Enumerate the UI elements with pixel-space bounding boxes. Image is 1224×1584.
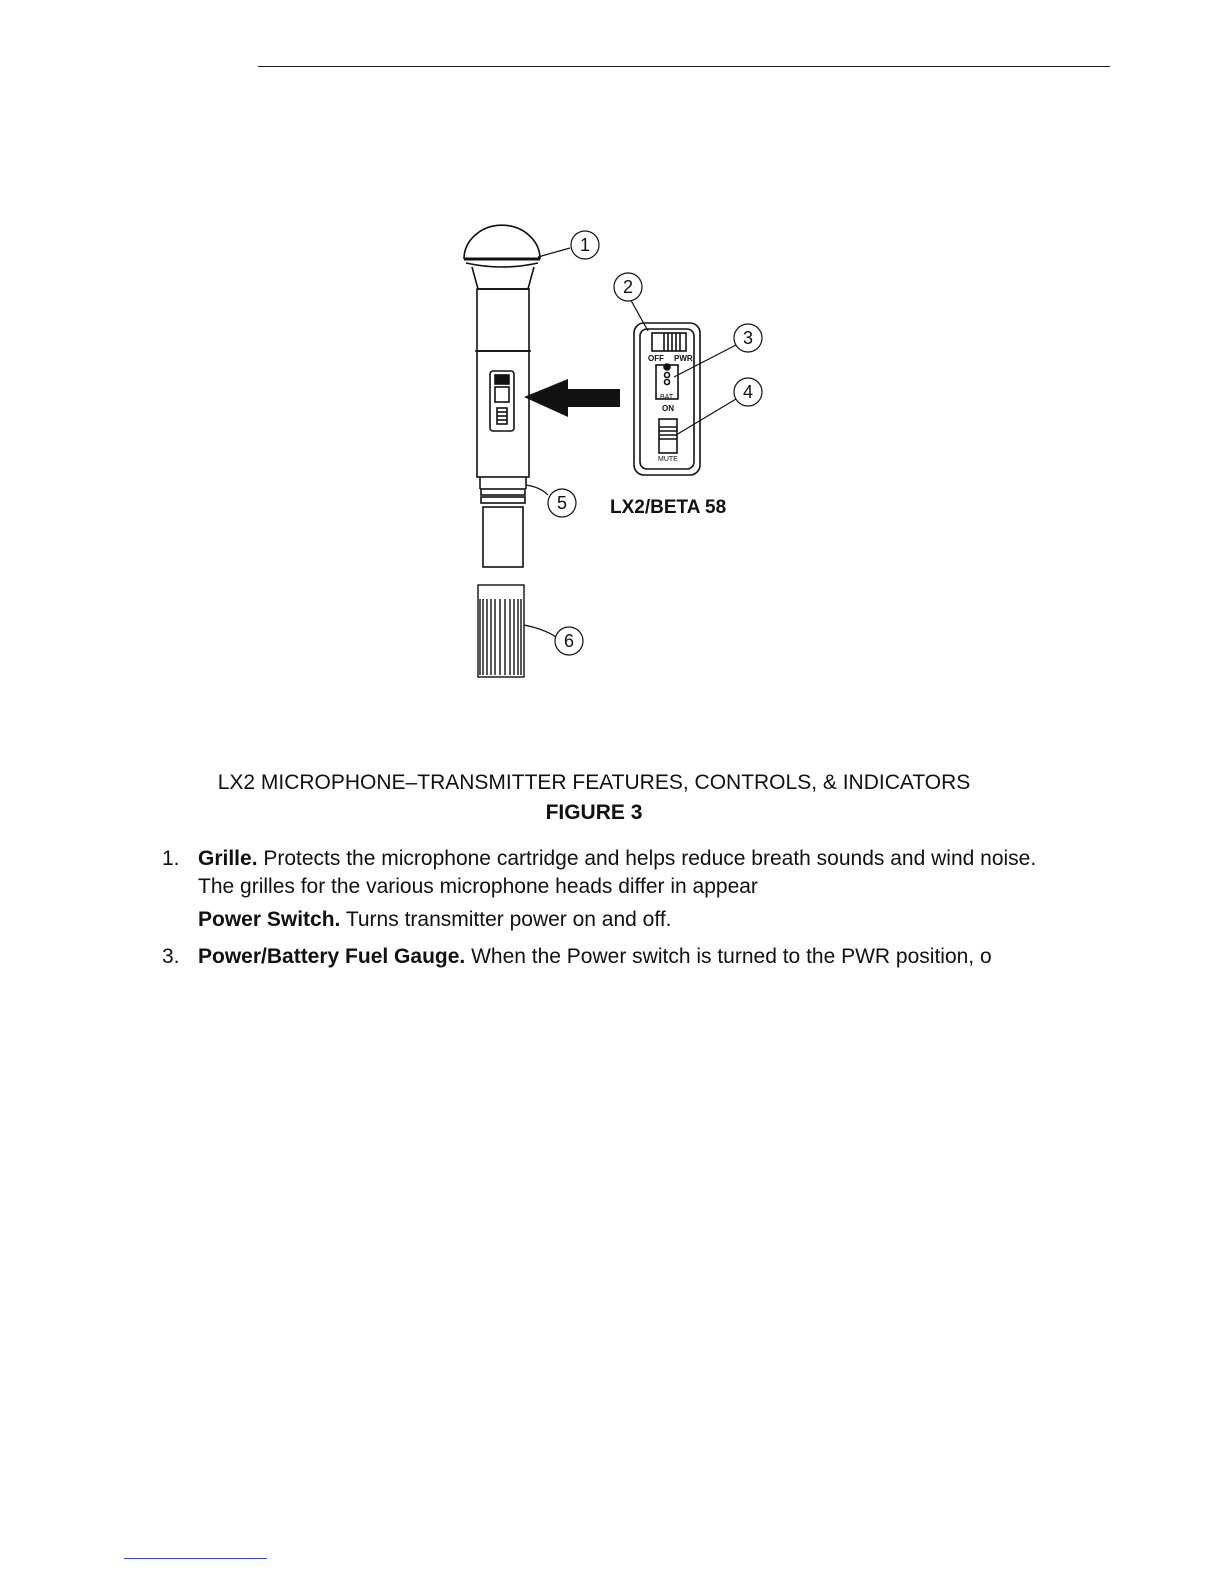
panel-label-on: ON <box>662 404 674 413</box>
callout-3: 3 <box>742 328 754 348</box>
header-rule <box>258 66 1110 67</box>
callout-6: 6 <box>563 631 575 651</box>
panel-label-mute: MUTE <box>658 456 678 463</box>
callout-1: 1 <box>579 235 591 255</box>
microphone-figure <box>440 215 780 695</box>
battery-cup-drawing <box>478 585 524 677</box>
panel-label-bat: BAT <box>660 394 674 401</box>
footer-link-underline[interactable] <box>124 1558 267 1559</box>
list-item-number: 3. <box>162 945 180 968</box>
panel-label-pwr: PWR <box>674 354 693 363</box>
arrow-icon <box>524 379 620 417</box>
list-item-text: When the Power switch is turned to the PWR position, o <box>465 945 992 968</box>
callout-4: 4 <box>742 382 754 402</box>
list-item-text: Protects the microphone cartridge and helps reduce breath sounds and wind noise. The grilles for the various microphone heads differ in appear <box>198 847 1037 898</box>
figure-number: FIGURE 3 <box>545 801 643 824</box>
list-item-title: Power Switch. <box>198 908 341 931</box>
model-label: LX2/BETA 58 <box>610 497 727 518</box>
list-item <box>162 943 1042 971</box>
list-item-title: Grille. <box>198 847 258 870</box>
list-item-number: 1. <box>162 847 180 870</box>
list-item <box>162 845 1042 901</box>
leader-lines <box>524 248 736 637</box>
callout-2: 2 <box>622 277 634 297</box>
list-item-title: Power/Battery Fuel Gauge. <box>198 945 466 968</box>
grille-drawing <box>464 225 540 289</box>
handle-drawing <box>475 289 531 567</box>
panel-label-off: OFF <box>648 354 664 363</box>
figure-caption: LX2 MICROPHONE–TRANSMITTER FEATURES, CONTROLS, & INDICATORS <box>217 771 971 794</box>
list-item <box>162 906 1042 934</box>
callout-5: 5 <box>556 493 568 513</box>
list-item-text: Turns transmitter power on and off. <box>340 908 672 931</box>
